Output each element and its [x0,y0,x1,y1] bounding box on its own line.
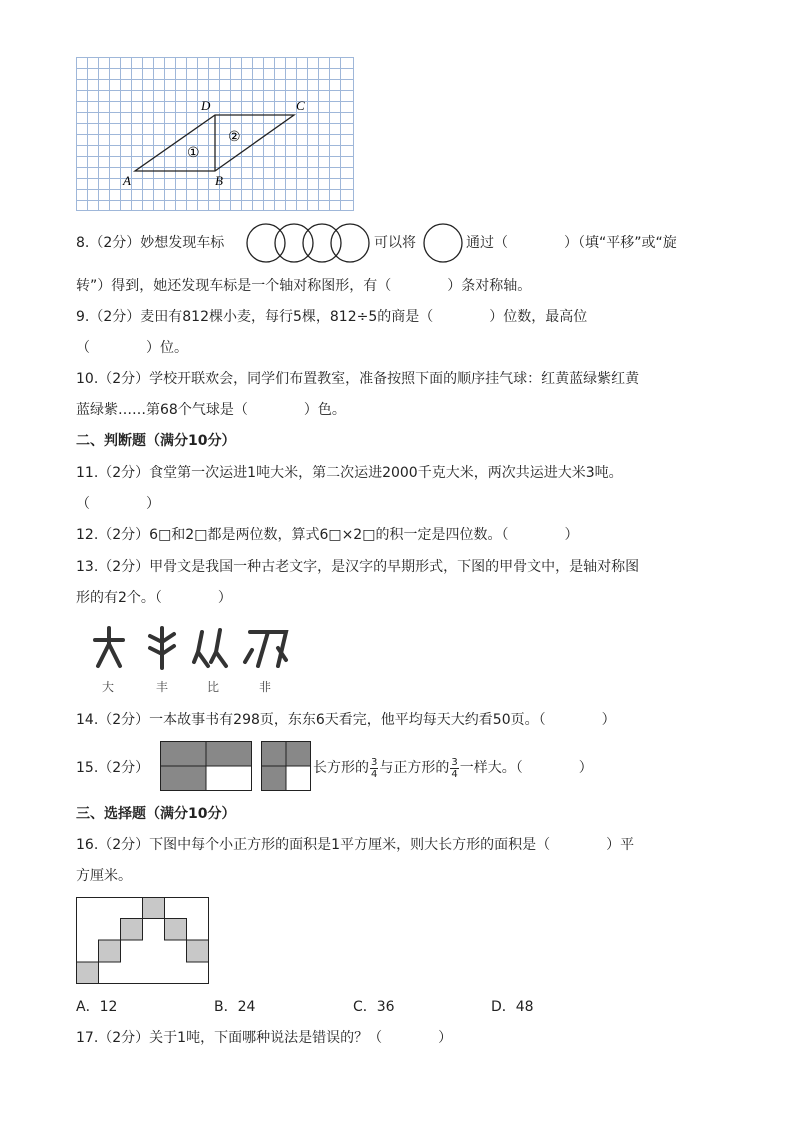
q8-text-part3: 通过（ ）（填“平移”或“旋 [466,235,677,251]
rectangle-fraction-figure [160,741,252,791]
question-9-line-1: 9.（2分）麦田有812棵小麦，每行5棵，812÷5的商是（ ）位数，最高位 [76,309,588,325]
label-d: D [201,98,211,113]
question-15-text [313,750,593,786]
question-16-line-1: 16.（2分）下图中每个小正方形的面积是1平方厘米，则大长方形的面积是（ ）平 [76,837,635,853]
section-3-heading: 三、选择题（满分10分） [76,806,236,822]
q8-text-part1: 8.（2分）妙想发现车标 [76,235,225,251]
question-11-line-1: 11.（2分）食堂第一次运进1吨大米，第二次运进2000千克大米，两次共运进大米3吨。 [76,465,623,481]
question-13-line-1: 13.（2分）甲骨文是我国一种古老文字，是汉字的早期形式，下图的甲骨文中，是轴对称图 [76,559,640,575]
region-2-label: ② [228,130,241,145]
option-a[interactable]: A．12 [76,999,118,1015]
oracle-caption-4: 非 [259,680,272,694]
label-c: C [296,98,305,113]
single-ring-icon [421,222,465,264]
question-14: 14.（2分）一本故事书有298页，东东6天看完，他平均每天大约看50页。（ ） [76,712,616,728]
question-13-line-2: 形的有2个。（ ） [76,590,232,606]
q15-text1: 长方形的 [313,760,369,776]
question-12: 12.（2分）6□和2□都是两位数，算式6□×2□的积一定是四位数。（ ） [76,527,579,543]
oracle-char-bi [194,630,226,666]
question-10-line-1: 10.（2分）学校开联欢会，同学们布置教室，准备按照下面的顺序挂气球：红黄蓝绿紫红黄 [76,371,640,387]
option-c[interactable]: C．36 [353,999,395,1015]
section-2-heading: 二、判断题（满分10分） [76,433,236,449]
oracle-caption-2: 丰 [156,680,169,694]
region-1-label: ① [187,146,200,161]
q15-prefix: 15.（2分） [76,760,150,776]
oracle-char-feng [150,628,174,668]
label-a: A [123,173,131,188]
question-10-line-2: 蓝绿紫……第68个气球是（ ）色。 [76,402,346,418]
staircase-rectangle-figure [76,897,210,985]
question-17: 17.（2分）关于1吨，下面哪种说法是错误的？（ ） [76,1030,453,1046]
question-16-line-2: 方厘米。 [76,868,132,884]
oracle-bone-characters-figure [90,622,290,674]
option-d[interactable]: D．48 [491,999,534,1015]
q15-text2: 与正方形的 [379,760,450,776]
q15-text3: 一样大。（ ） [459,760,593,776]
label-b: B [215,173,223,188]
car-logo-four-rings-icon [244,222,372,264]
oracle-caption-3: 比 [207,680,220,694]
oracle-char-da [95,628,123,666]
question-8-line-1 [76,233,224,253]
fraction-three-quarters-1: $\frac{3}{4}$ [371,756,378,780]
q8-text-part2: 可以将 [374,235,416,251]
question-11-line-2: （ ） [76,496,160,512]
fraction-three-quarters-2: $\frac{3}{4}$ [451,756,458,780]
square-fraction-figure [261,741,311,791]
oracle-caption-1: 大 [102,680,115,694]
option-b[interactable]: B．24 [214,999,256,1015]
question-9-line-2: （ ）位。 [76,340,188,356]
question-8-line-2: 转”）得到，她还发现车标是一个轴对称图形，有（ ）条对称轴。 [76,278,532,294]
parallelogram-grid-figure [76,57,354,211]
oracle-char-fei [245,632,286,666]
